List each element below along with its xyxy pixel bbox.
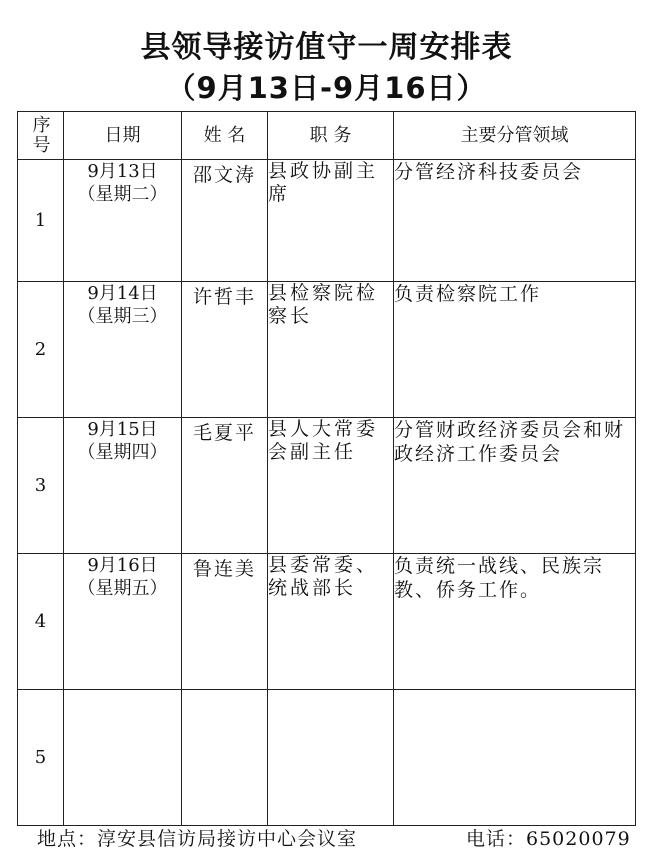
duty-date: [64, 690, 182, 826]
footer: [37, 824, 631, 851]
page-title: 县领导接访值守一周安排表: [140, 30, 513, 65]
leader-name: [182, 690, 268, 826]
leader-name: 毛夏平: [182, 418, 268, 554]
table-row: [18, 282, 636, 418]
leader-area: 负责统一战线、民族宗教、侨务工作。: [394, 554, 636, 690]
table-row: [18, 554, 636, 690]
row-number: 4: [18, 554, 64, 690]
meeting-location: 地点：淳安县信访局接访中心会议室: [37, 828, 358, 850]
leader-post: 县政协副主席: [268, 160, 394, 282]
header-date: 日期: [64, 112, 182, 160]
duty-date: 9月13日 （星期二）: [64, 160, 182, 282]
leader-area: 负责检察院工作: [394, 282, 636, 418]
row-number: 3: [18, 418, 64, 554]
header-area: 主要分管领域: [394, 112, 636, 160]
header-name: 姓 名: [182, 112, 268, 160]
leader-post: 县委常委、统战部长: [268, 554, 394, 690]
table-row: [18, 690, 636, 826]
leader-area: 分管经济科技委员会: [394, 160, 636, 282]
duty-roster-table: [17, 111, 636, 826]
duty-date: 9月15日 （星期四）: [64, 418, 182, 554]
leader-name: 许哲丰: [182, 282, 268, 418]
row-number: 2: [18, 282, 64, 418]
table-row: [18, 418, 636, 554]
date-range-subtitle: （9月13日-9月16日）: [166, 71, 487, 105]
leader-name: 鲁连美: [182, 554, 268, 690]
duty-date: 9月16日 （星期五）: [64, 554, 182, 690]
row-number: 5: [18, 690, 64, 826]
leader-post: 县人大常委会副主任: [268, 418, 394, 554]
leader-post: [268, 690, 394, 826]
leader-area: [394, 690, 636, 826]
row-number: 1: [18, 160, 64, 282]
duty-date: 9月14日 （星期三）: [64, 282, 182, 418]
table-header-row: [18, 112, 636, 160]
header-seq: 序号: [18, 112, 64, 160]
leader-area: 分管财政经济委员会和财政经济工作委员会: [394, 418, 636, 554]
header-post: 职 务: [268, 112, 394, 160]
contact-phone: 电话：65020079: [466, 828, 631, 850]
leader-post: 县检察院检察长: [268, 282, 394, 418]
table-row: [18, 160, 636, 282]
leader-name: 邵文涛: [182, 160, 268, 282]
